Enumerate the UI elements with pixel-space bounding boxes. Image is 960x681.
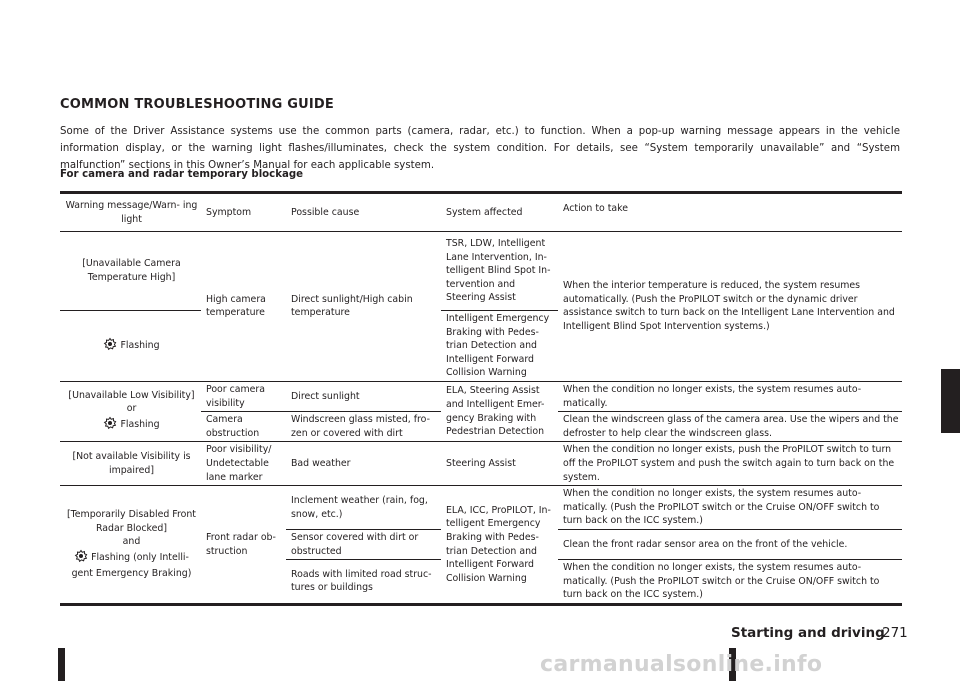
cause-cell: Sensor covered with dirt or obstructed xyxy=(286,529,441,559)
table-row xyxy=(60,442,902,486)
action-cell: Clean the front radar sensor area on the front of the vehicle. xyxy=(558,529,902,559)
cause-cell: Windscreen glass misted, fro- zen or covered with dirt xyxy=(286,412,441,442)
section-heading: COMMON TROUBLESHOOTING GUIDE xyxy=(60,97,334,112)
footer-section-title: Starting and driving xyxy=(731,625,885,641)
symptom-cell: Front radar ob- struction xyxy=(201,486,286,605)
symptom-cell: High camera temperature xyxy=(201,232,286,382)
symptom-cell: Poor visibility/ Undetectable lane marker xyxy=(201,442,286,486)
cause-cell: Roads with limited road struc- tures or buildings xyxy=(286,560,441,605)
warning-message-cell: [Temporarily Disabled Front Radar Blocked] and Flashing (only Intelli- gent Emergency Braking) xyxy=(60,486,201,605)
table-row xyxy=(60,381,902,411)
action-cell: When the condition no longer exists, the system resumes auto- matically. (Push the ProPILOT switch or the Cruise ON/OFF switch to turn back on the ICC system.) xyxy=(558,560,902,605)
warning-message-cell: [Unavailable Low Visibility] or Flashing xyxy=(60,381,201,441)
header-action: Action to take xyxy=(558,193,902,232)
table-subheading: For camera and radar temporary blockage xyxy=(60,169,304,180)
action-cell: When the condition no longer exists, push the ProPILOT switch to turn off the ProPILOT system and push the switch again to turn back on the system. xyxy=(558,442,902,486)
intro-paragraph: Some of the Driver Assistance systems use the common parts (camera, radar, etc.) to function. When a pop-up warning message appears in the vehicle information display, or the warning light flashes/illuminates, check the system condition. For details, see “System temporarily unavailable” and “System malfunction” sections in this Owner’s Manual for each applicable system. xyxy=(60,126,900,171)
chapter-tab xyxy=(941,369,960,433)
system-cell: Intelligent Emergency Braking with Pedes- trian Detection and Intelligent Forward Collision Warning xyxy=(441,311,558,382)
header-system: System affected xyxy=(441,193,558,232)
action-cell: When the interior temperature is reduced, the system resumes automatically. (Push the ProPILOT switch or the dynamic driver assistance switch to turn back on the Intelligent Lane Intervention and Intelligent Blind Spot Intervention systems.) xyxy=(558,232,902,382)
cause-cell: Inclement weather (rain, fog, snow, etc.) xyxy=(286,486,441,530)
troubleshooting-table xyxy=(60,191,902,606)
system-cell: ELA, Steering Assist and Intelligent Emer- gency Braking with Pedestrian Detection xyxy=(441,381,558,441)
action-cell: When the condition no longer exists, the system resumes auto- matically. (Push the ProPILOT switch or the Cruise ON/OFF switch to turn back on the ICC system.) xyxy=(558,486,902,530)
system-cell: Steering Assist xyxy=(441,442,558,486)
symptom-cell: Camera obstruction xyxy=(201,412,286,442)
system-cell: ELA, ICC, ProPILOT, In- telligent Emergency Braking with Pedes- trian Detection and Intelligent Forward Collision Warning xyxy=(441,486,558,605)
crop-mark xyxy=(58,648,65,681)
action-cell: Clean the windscreen glass of the camera area. Use the wipers and the defroster to help clear the windscreen glass. xyxy=(558,412,902,442)
warning-light-cell: Flashing xyxy=(60,311,201,382)
table-row xyxy=(60,486,902,530)
table-header-row xyxy=(60,193,902,232)
header-symptom: Symptom xyxy=(201,193,286,232)
header-warning: Warning message/Warn- ing light xyxy=(60,193,201,232)
table-row xyxy=(60,232,902,311)
driver-assist-warning-light-icon xyxy=(103,416,117,435)
cause-cell: Bad weather xyxy=(286,442,441,486)
driver-assist-warning-light-icon xyxy=(74,549,88,568)
action-cell: When the condition no longer exists, the system resumes auto- matically. xyxy=(558,381,902,411)
warning-message-cell: [Unavailable Camera Temperature High] xyxy=(60,232,201,311)
driver-assist-warning-light-icon xyxy=(103,337,117,356)
cause-cell: Direct sunlight/High cabin temperature xyxy=(286,232,441,382)
page-number: 271 xyxy=(882,625,908,641)
system-cell: TSR, LDW, Intelligent Lane Intervention, In- telligent Blind Spot In- tervention and Steering Assist xyxy=(441,232,558,311)
cause-cell: Direct sunlight xyxy=(286,381,441,411)
watermark: carmanualsonline.info xyxy=(540,652,823,677)
warning-message-cell: [Not available Visibility is impaired] xyxy=(60,442,201,486)
header-cause: Possible cause xyxy=(286,193,441,232)
symptom-cell: Poor camera visibility xyxy=(201,381,286,411)
